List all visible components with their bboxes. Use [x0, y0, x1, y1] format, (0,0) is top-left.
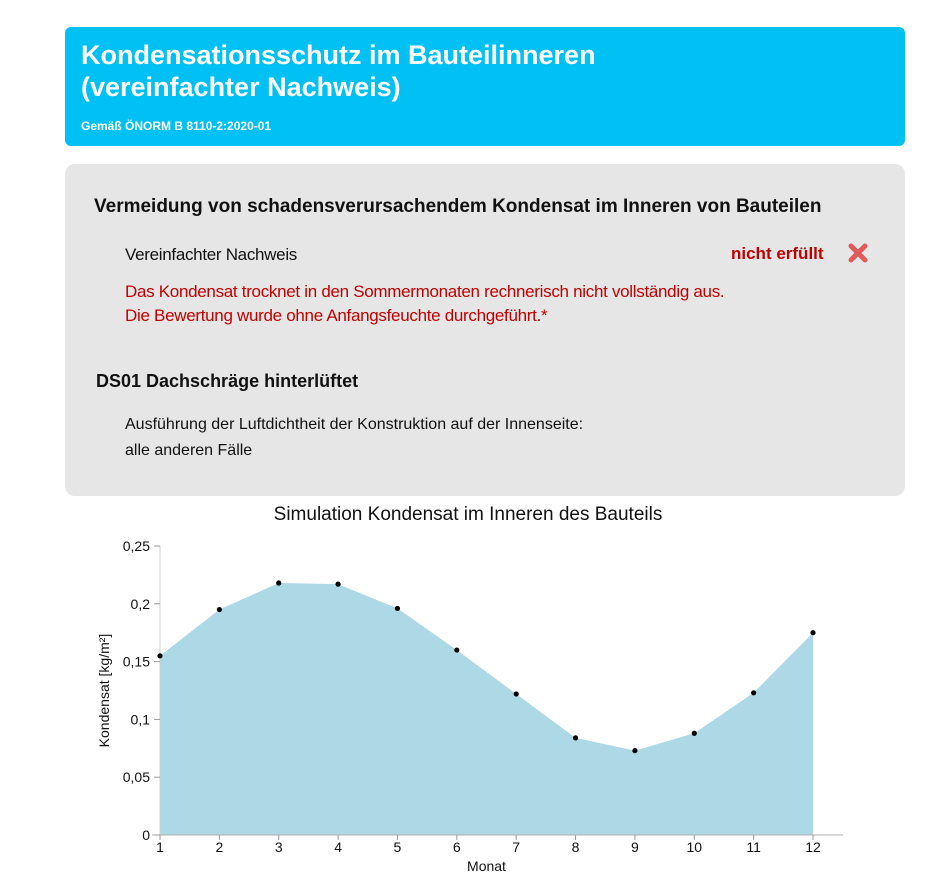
page-title: Kondensationsschutz im Bauteilinneren (vereinfachter Nachweis)	[81, 40, 596, 102]
data-point	[395, 606, 400, 611]
y-axis-label: Kondensat [kg/m²]	[96, 633, 112, 748]
x-tick-label: 9	[631, 839, 639, 855]
y-tick-label: 0,1	[130, 711, 150, 728]
x-tick-label: 1	[156, 839, 164, 855]
x-tick-label: 11	[746, 839, 761, 855]
x-tick-label: 12	[805, 839, 821, 855]
x-ticks	[156, 835, 821, 855]
x-axis-label: Monat	[467, 858, 506, 874]
data-point	[276, 580, 281, 585]
x-tick-label: 10	[686, 839, 703, 855]
y-tick-label: 0,25	[122, 538, 150, 554]
y-tick-label: 0	[142, 827, 150, 843]
component-title: DS01 Dachschräge hinterlüftet	[96, 371, 359, 391]
status-badge: nicht erfüllt	[731, 244, 824, 263]
y-ticks	[123, 538, 160, 843]
data-point	[217, 607, 222, 612]
data-point	[692, 731, 697, 736]
data-point	[632, 748, 637, 753]
area-series	[160, 583, 813, 835]
data-point	[751, 690, 756, 695]
x-tick-label: 6	[452, 839, 461, 855]
y-tick-label: 0,2	[130, 595, 150, 612]
y-tick-label: 0,05	[122, 769, 150, 786]
description-line-2: alle anderen Fälle	[125, 442, 253, 459]
data-point	[157, 653, 162, 658]
x-tick-label: 2	[215, 839, 224, 855]
data-point	[454, 647, 459, 652]
message-line-2: Die Bewertung wurde ohne Anfangsfeuchte durchgeführt.*	[125, 306, 548, 325]
description-line-1: Ausführung der Luftdichtheit der Konstruktion auf der Innenseite:	[125, 416, 584, 433]
data-point	[573, 735, 578, 740]
x-tick-label: 4	[334, 839, 342, 855]
data-point	[335, 582, 340, 587]
chart-title: Simulation Kondensat im Inneren des Bauteils	[273, 504, 663, 525]
message-line-1: Das Kondensat trocknet in den Sommermonaten rechnerisch nicht vollständig aus.	[125, 282, 725, 301]
y-tick-label: 0,15	[122, 653, 150, 670]
x-tick-label: 8	[571, 839, 580, 855]
section-title: Vermeidung von schadensverursachendem Kondensat im Inneren von Bauteilen	[94, 196, 822, 217]
data-point	[810, 630, 815, 635]
x-tick-label: 5	[393, 839, 402, 855]
x-tick-label: 3	[274, 839, 283, 855]
data-point	[514, 691, 519, 696]
norm-subtitle: Gemäß ÖNORM B 8110-2:2020-01	[81, 119, 272, 133]
x-tick-label: 7	[512, 839, 521, 855]
check-label: Vereinfachter Nachweis	[125, 245, 297, 264]
